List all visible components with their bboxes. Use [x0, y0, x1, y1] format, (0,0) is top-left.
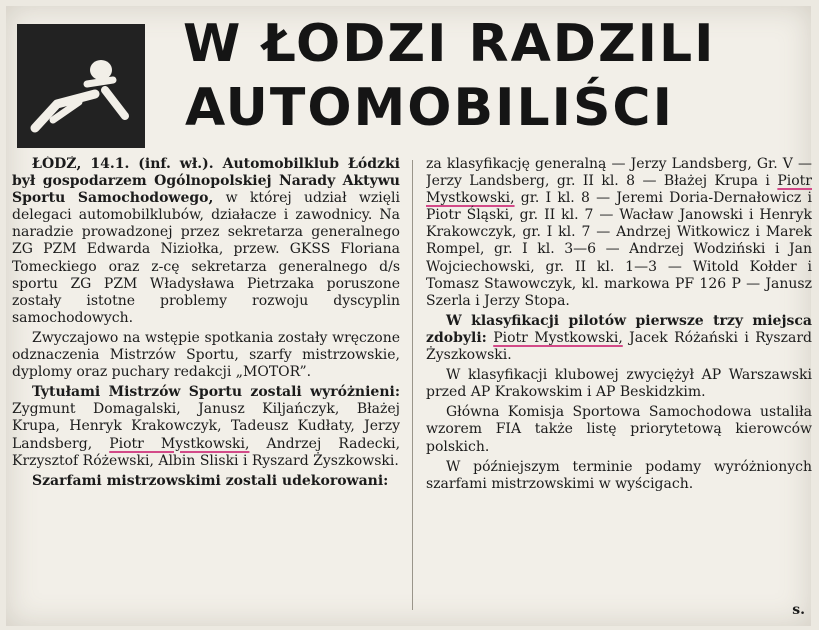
lead-dateline: ŁÓDŹ, 14.1. (inf. wł.). Automobilklub Łódzki był gospodarzem Ogólnopolskiej Narady Aktywu Sportu Samochodowego,	[12, 156, 400, 207]
paragraph-1-text: w której udział wzięli delegaci automobilklubów, działacze i zawodnicy. Na naradzie prowadzonej przez sekretarza generalnego ZG PZM Edwarda Niziołka, przew. GKSS Floriana Tomeckiego oraz z-cę sekretarza generalnego d/s sportu ZG PZM Władysława Pietrzaka poruszone zostały istotne problemy rozwoju dyscyplin samochodowych.	[12, 190, 400, 326]
pilots-heading: W klasyfikacji pilotów pierwsze trzy miejsca zdobyli:	[426, 312, 812, 346]
headline	[165, 12, 805, 140]
author-signature: s.	[792, 602, 805, 618]
masters-list-a: Zygmunt Domagalski, Janusz Kiljańczyk, Błażej Krupa, Henryk Krakowczyk, Tadeusz Kudłaty, Jerzy Landsberg,	[12, 401, 400, 452]
sashes-list-b: gr. I kl. 8 — Jeremi Doria-Dernałowicz i Piotr Śląski, gr. II kl. 7 — Wacław Janowski i Henryk Krakowczyk, gr. I kl. 7 — Andrzej Witkowicz i Marek Rompel, gr. I kl. 3—6 — Andrzej Wodziński i Jan Wojciechowski, gr. II kl. 1—3 — Witold Kołder i Tomasz Stawowczyk, kl. markowa PF 126 P — Janusz Szerla i Jerzy Stopa.	[426, 190, 812, 309]
highlighted-name: Piotr Mystkowski,	[109, 435, 250, 452]
highlighted-name: Piotr Mystkowski,	[426, 173, 812, 207]
paragraph-1	[12, 156, 400, 327]
sashes-list-a: za klasyfikację generalną — Jerzy Landsberg, Gr. V — Jerzy Landsberg, gr. II kl. 8 — Błażej Krupa i	[426, 156, 812, 190]
paragraph-6: W klasyfikacji klubowej zwyciężył AP Warszawski przed AP Krakowskim i AP Beskidzkim.	[426, 367, 812, 401]
pilots-list: Jacek Różański i Ryszard Żyszkowski.	[426, 329, 812, 364]
headline-line-1: W ŁODZI RADZILI	[183, 14, 716, 74]
paragraph-8: W późniejszym terminie podamy wyróżnionych szarfami mistrzowskimi w wyścigach.	[426, 458, 812, 492]
highlighted-name: Piotr Mystkowski,	[493, 329, 623, 346]
paragraph-7: Główna Komisja Sportowa Samochodowa ustaliła wzorem FIA także listę priorytetową kierowców polskich.	[426, 404, 812, 455]
headline-line-2: AUTOMOBILIŚCI	[185, 78, 674, 138]
paragraph-4-continued	[426, 156, 812, 310]
masters-list-b: Andrzej Radecki, Krzysztof Różewski, Albin Sliski i Ryszard Żyszkowski.	[12, 435, 400, 469]
paragraph-3	[12, 384, 400, 469]
masters-heading: Tytułami Mistrzów Sportu zostali wyróżnieni:	[32, 384, 400, 401]
article-column-left	[12, 156, 400, 624]
paragraph-4-start: Szarfami mistrzowskimi zostali udekorowani:	[32, 472, 389, 489]
driver-pictogram-icon	[17, 24, 145, 148]
paragraph-5	[426, 313, 812, 364]
article-column-right	[426, 156, 812, 624]
column-divider	[412, 160, 413, 610]
paragraph-2: Zwyczajowo na wstępie spotkania zostały wręczone odznaczenia Mistrzów Sportu, szarfy mistrzowskie, dyplomy oraz puchary redakcji „MOTOR”.	[12, 329, 400, 381]
